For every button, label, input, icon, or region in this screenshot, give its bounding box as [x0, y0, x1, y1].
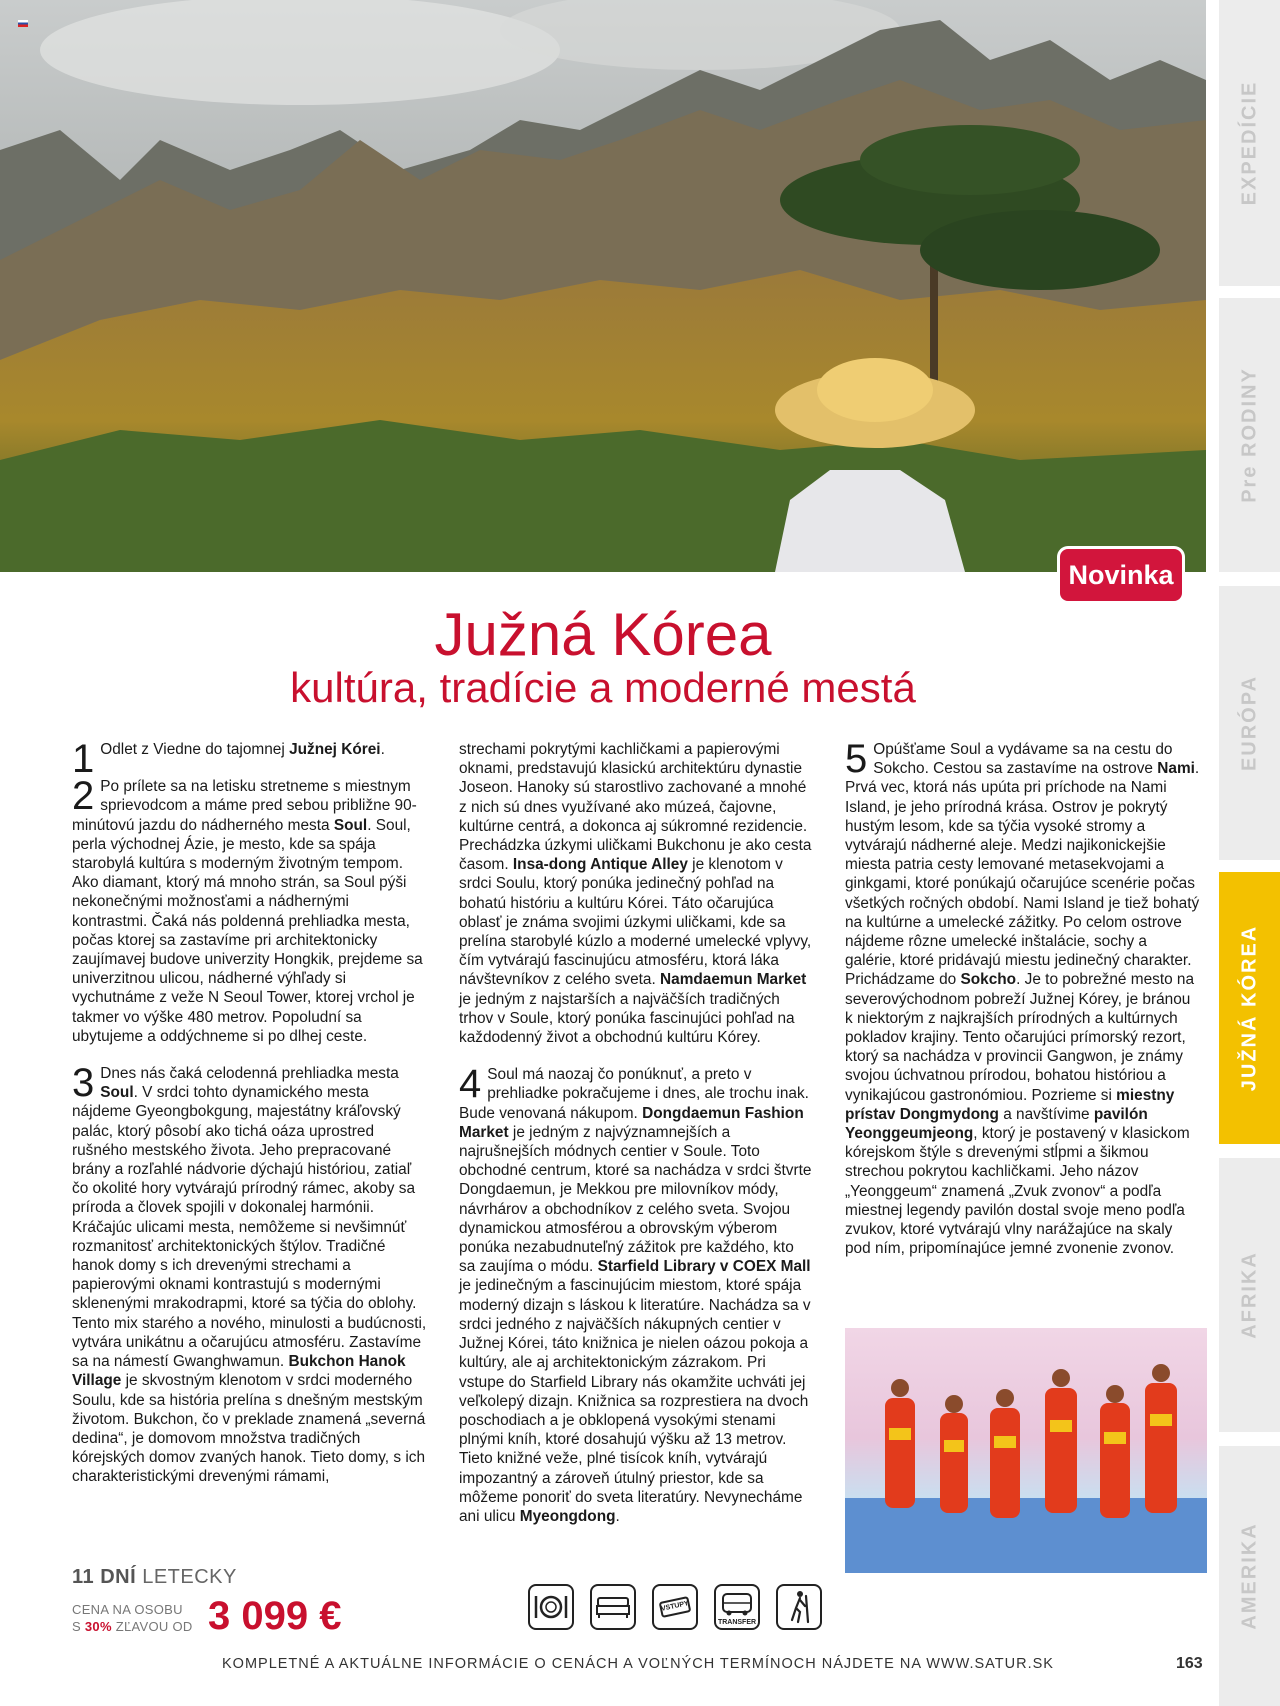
mountain-landscape: [0, 0, 1206, 572]
itinerary-column-3: [845, 737, 1200, 1276]
section-tabs: [1219, 0, 1280, 1706]
tab-juzna-korea[interactable]: JUŽNÁ KÓREA: [1219, 872, 1280, 1144]
price-value: 3 099 €: [208, 1594, 342, 1638]
itinerary-day: [72, 737, 427, 781]
hero-photo-mountains: [0, 0, 1206, 572]
itinerary-day-continued: [459, 740, 814, 1047]
price-label-line2: S 30% ZĽAVOU OD: [72, 1619, 193, 1634]
page-title: Južná Kórea: [434, 601, 772, 668]
language-flag-icon: [18, 20, 28, 27]
discount-value: 30%: [84, 1619, 112, 1634]
meal-icon: [528, 1584, 574, 1630]
page-number: 163: [1176, 1655, 1203, 1672]
day-text: Soul má naozaj čo ponúknuť, a preto v prehliadke pokračujeme i dnes, ale trochu inak. Bude venovaná nákupom. Dongdaemun Fashion Market je jedným z najvýznamnejších a najrušnejších módnych centier v Soule. Toto obchodné centrum, ktoré sa nachádza v srdci štvrte Dongdaemun, je Mekkou pre milovníkov módy, návrhárov a obchodníkov z celého sveta. Svojou dynamickou atmosférou a obrovským výberom ponúka nezabudnuteľný zážitok pre každého, kto sa zaujíma o módu. Starfield Library v COEX Mall je jedinečným a fascinujúcim miestom, ktoré spája moderný dizajn s láskou k literatúre. Nachádza sa v srdci jedného z najväčších nákupných centier v Južnej Kórei, táto knižnica je nielen oázou pokoja a kultúry, ale aj architektonickým zázrakom. Pri vstupe do Starfield Library nás okamžite uchváti jej veľkolepý dizajn. Knižnica sa rozprestiera na dvoch poschodiach a je obklopená vysokými stenami plnými kníh, ktoré dosahujú výšku až 13 metrov. Tieto knižné veže, plné tisícok kníh, vytvárajú impozantný a zároveň útulný priestor, kde sa môžeme ponoriť do sveta literatúry. Nevynecháme ani ulicu Myeongdong.: [459, 1066, 812, 1525]
tab-expedicie[interactable]: EXPEDÍCIE: [1219, 0, 1280, 286]
itinerary-day: [72, 1061, 427, 1486]
tab-pre-rodiny[interactable]: Pre RODINY: [1219, 298, 1280, 572]
price-label: [72, 1601, 193, 1635]
transfer-bus-icon: [714, 1584, 760, 1630]
page-subtitle: kultúra, tradície a moderné mestá: [290, 664, 916, 711]
dancers-illustration: [845, 1328, 1207, 1573]
day-text: Opúšťame Soul a vydávame sa na cestu do Sokcho. Cestou sa zastavíme na ostrove Nami. Prvá vec, ktorá nás upúta pri príchode na Nami Island, je jeho prírodná krása. Ostrov je pokrytý hustým lesom, kde sa týčia vysoké stromy a vytvárajú nádherné aleje. Medzi najikonickejšie miesta patria cesty lemované metasekvojami a ginkgami, ktoré ponúkajú očarujúce scenérie počas všetkých ročných období. Nami Island je tiež bohatý na kultúrne a umelecké zážitky. Po celom ostrove nájdeme rôzne umelecké inštalácie, sochy a galérie, ktoré pridávajú miestu jedinečný charakter. Prichádzame do Sokcho. Je to pobrežné mesto na severovýchodnom pobreží Južnej Kórey, je bránou k niektorým z najkrajších prírodných a kultúrnych pokladov krajiny. Tento očarujúci prímorský rezort, ktorý sa nachádza v provincii Gangwon, je známy svojou úchvatnou prírodou, bohatou históriou a vynikajúcou gastronómiou. Pozrieme si miestny prístav Dongmydong a navštívime pavilón Yeonggeumjeong, ktorý je postavený v klasickom kórejskom štýle s drevenými stĺpmi a šikmou strechou pokrytou kachličkami. Jeho názov „Yeonggeum“ znamená „Zvuk zvonov“ a podľa miestnej legendy pavilón dostal svoje meno podľa zvukov, ktoré vytvárajú vlny narážajúce na skaly pod ním, pripomínajúce jemné zvonenie zvonov.: [845, 741, 1200, 1258]
itinerary-column-1: [72, 737, 427, 1505]
itinerary-day: [459, 1062, 814, 1526]
duration-days: 11 DNÍ: [72, 1566, 137, 1588]
footer-info: KOMPLETNÉ A AKTUÁLNE INFORMÁCIE O CENÁCH A VOĽNÝCH TERMÍNOCH NÁJDETE NA WWW.SATUR.SK: [222, 1656, 1054, 1672]
day-text: Odlet z Viedne do tajomnej Južnej Kórei.: [100, 741, 385, 758]
dancers-photo: [845, 1328, 1207, 1573]
day-text: Dnes nás čaká celodenná prehliadka mesta Soul. V srdci tohto dynamického mesta nájdeme Gyeongbokgung, majestátny kráľovský palác, ktorý pôsobí ako tichá oáza uprostred rušného mestského života. Jeho prepracované brány a rozľahlé nádvorie dýchajú históriou, zatiaľ čo okolité hory vytvárajú prírodný rámec, akoby sa príroda a človek spojili v dokonalej harmónii. Kráčajúc ulicami mesta, nemôžeme si nevšimnúť rozmanitosť architektonických štýlov. Tradičné hanok domy s ich drevenými strechami a papierovými oknami kontrastujú s modernými sklenenými mrakodrapmi, ktoré sa týčia do oblohy. Tento mix starého a nového, minulosti a budúcnosti, vytvára unikátnu a očarujúcu atmosféru. Zastavíme sa na námestí Gwanghwamun. Bukchon Hanok Village je skvostným klenotom v srdci moderného Soulu, kde sa história prelína s dnešným mestským životom. Bukchon, čo v preklade znamená „severná dedina“, je domovom množstva tradičných kórejských domov zvaných hanok. Tieto domy, s ich charakteristickými drevenými rámami,: [72, 1065, 427, 1486]
itinerary-column-2: [459, 740, 814, 1544]
tab-amerika[interactable]: AMERIKA: [1219, 1446, 1280, 1706]
day-text: strechami pokrytými kachličkami a papierovými oknami, predstavujú klasickú architektúru dynastie Joseon. Hanoky sú starostlivo zachované a mnohé z nich sú dnes využívané ako múzeá, čajovne, kultúrne centrá, a dokonca aj súkromné rezidencie. Prechádzka úzkymi uličkami Bukchonu je ako cesta časom. Insa-dong Antique Alley je klenotom v srdci Soulu, ktorý ponúka jedinečný pohľad na bohatú históriu a kultúru Kórei. Táto očarujúca oblasť je známa svojimi úzkymi uličkami, kde sa prelína starobylé kúzlo a moderné umelecké vplyvy, čím vytvárajú fascinujúcu atmosféru, ktorá láka návštevníkov z celého sveta. Namdaemun Market je jedným z najstarších a najväčších tradičných trhov v Soule, ktorý ponúka fascinujúci pohľad na každodenný život a obchodnú kultúru Kórey.: [459, 741, 812, 1047]
itinerary-day: [845, 737, 1200, 1258]
ticket-icon: [652, 1584, 698, 1630]
day-number: 5: [845, 737, 868, 781]
day-number: 2: [72, 774, 95, 819]
itinerary-day: [72, 774, 427, 1046]
price-label-line1: CENA NA OSOBU: [72, 1602, 183, 1617]
transfer-label: TRANSFER: [717, 1619, 757, 1626]
day-number: 3: [72, 1061, 95, 1106]
bed-icon: [590, 1584, 636, 1630]
tab-afrika[interactable]: AFRIKA: [1219, 1158, 1280, 1432]
new-badge: Novinka: [1060, 549, 1182, 601]
trip-duration: [72, 1566, 237, 1589]
duration-mode: LETECKY: [142, 1566, 237, 1588]
ticket-label: VSTUPY: [660, 1600, 690, 1613]
hiking-icon: [776, 1584, 822, 1630]
day-text: Po prílete sa na letisku stretneme s miestnym sprievodcom a máme pred sebou približne 90-minútovú jazdu do nádherného mesta Soul. Soul, perla východnej Ázie, je mesto, kde sa spája starobylá kultúra s moderným životným tempom. Ako diamant, ktorý má mnoho strán, sa Soul pýši nekonečnými možnosťami a nádhernými kontrastmi. Čaká nás poldenná prehliadka mesta, počas ktorej sa zastavíme pri architektonicky zaujímavej budove univerzity Hongkik, prejdeme sa univerzitnou ulicou, nádherné výhľady si vychutnáme z veže N Seoul Tower, ktorej vrchol je takmer vo výške 480 metrov. Popoludní sa ubytujeme a oddýchneme si po dlhej ceste.: [72, 778, 423, 1045]
day-number: 1: [72, 737, 95, 781]
day-number: 4: [459, 1062, 482, 1107]
tab-europa[interactable]: EURÓPA: [1219, 586, 1280, 860]
